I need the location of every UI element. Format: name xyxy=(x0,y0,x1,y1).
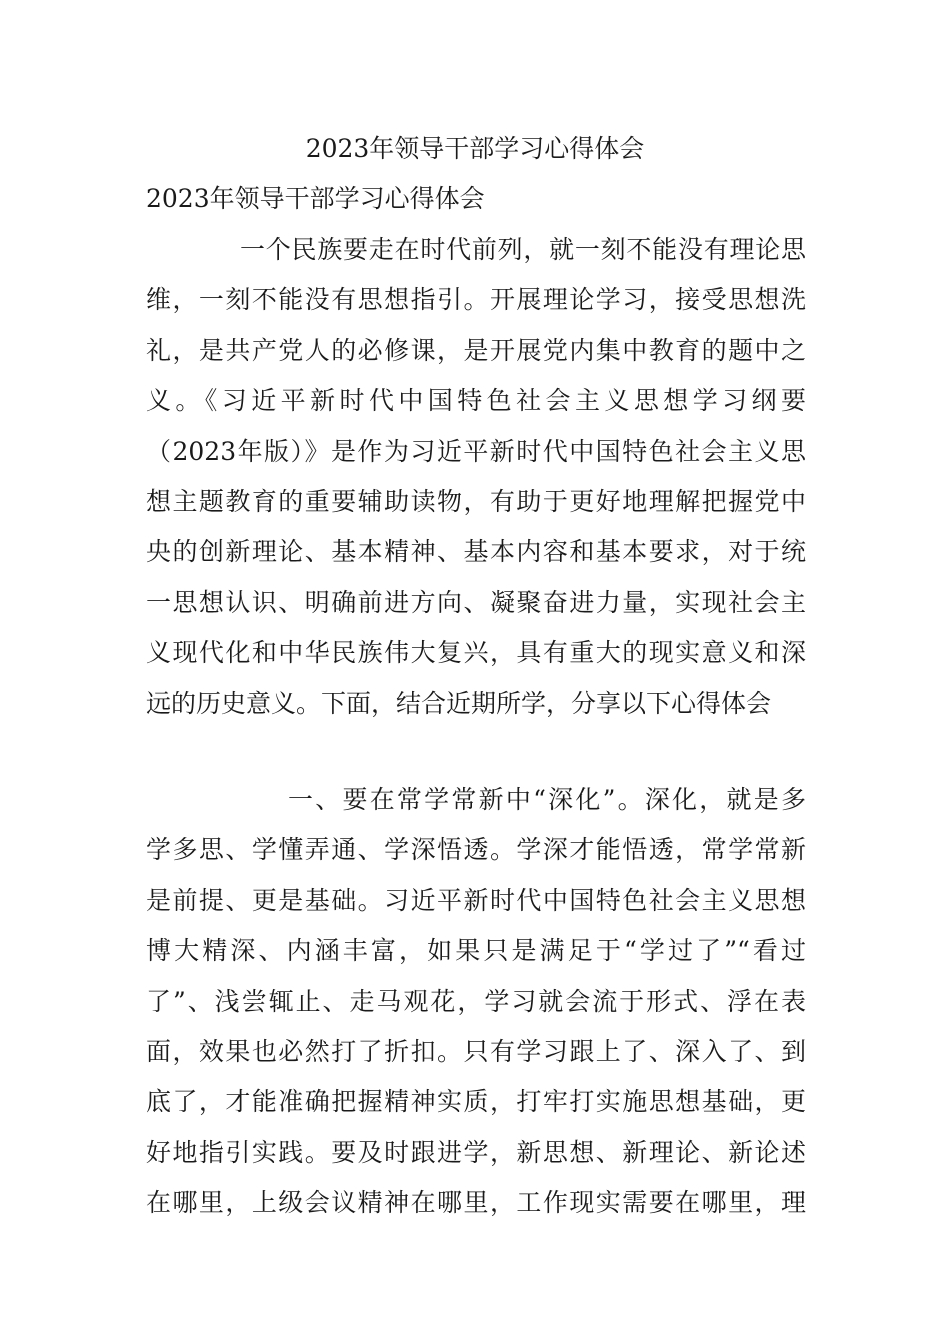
paragraph-line: 义。《习近平新时代中国特色社会主义思想学习纲要 xyxy=(146,386,806,416)
document-title: 2023年领导干部学习心得体会 xyxy=(305,134,645,163)
paragraph-line: 了”、浅尝辄止、走马观花，学习就会流于形式、浮在表 xyxy=(146,986,806,1016)
paragraph-line: 远的历史意义。下面，结合近期所学，分享以下心得体会 xyxy=(146,688,772,718)
paragraph-line: 维，一刻不能没有思想指引。开展理论学习，接受思想洗 xyxy=(146,285,806,315)
paragraph-line: 礼，是共产党人的必修课，是开展党内集中教育的题中之 xyxy=(146,335,806,365)
paragraph-line: 学多思、学懂弄通、学深悟透。学深才能悟透，常学常新 xyxy=(146,835,806,865)
paragraph-line: 一个民族要走在时代前列，就一刻不能没有理论思 xyxy=(240,235,806,264)
paragraph-line: 义现代化和中华民族伟大复兴，具有重大的现实意义和深 xyxy=(146,638,806,668)
paragraph-section-one xyxy=(146,775,806,1229)
paragraph-line: 面，效果也必然打了折扣。只有学习跟上了、深入了、到 xyxy=(146,1036,806,1066)
paragraph-line: 一思想认识、明确前进方向、凝聚奋进力量，实现社会主 xyxy=(146,587,806,617)
paragraph-line: 想主题教育的重要辅助读物，有助于更好地理解把握党中 xyxy=(146,486,806,516)
paragraph-line: 底了，才能准确把握精神实质，打牢打实施思想基础，更 xyxy=(146,1087,806,1117)
paragraph-line: 在哪里，上级会议精神在哪里，工作现实需要在哪里，理 xyxy=(146,1188,806,1218)
paragraph-line: 是前提、更是基础。习近平新时代中国特色社会主义思想 xyxy=(146,885,806,915)
paragraph-line: （2023年版）》是作为习近平新时代中国特色社会主义思 xyxy=(146,436,806,466)
paragraph-line: 博大精深、内涵丰富，如果只是满足于“学过了”“看过 xyxy=(146,936,806,966)
section-heading-line: 一、要在常学常新中“深化”。深化，就是多 xyxy=(288,785,806,814)
paragraph-line: 央的创新理论、基本精神、基本内容和基本要求，对于统 xyxy=(146,537,806,567)
document-subtitle: 2023年领导干部学习心得体会 xyxy=(146,184,485,213)
paragraph-intro xyxy=(146,225,806,729)
paragraph-line: 好地指引实践。要及时跟进学，新思想、新理论、新论述 xyxy=(146,1137,806,1167)
